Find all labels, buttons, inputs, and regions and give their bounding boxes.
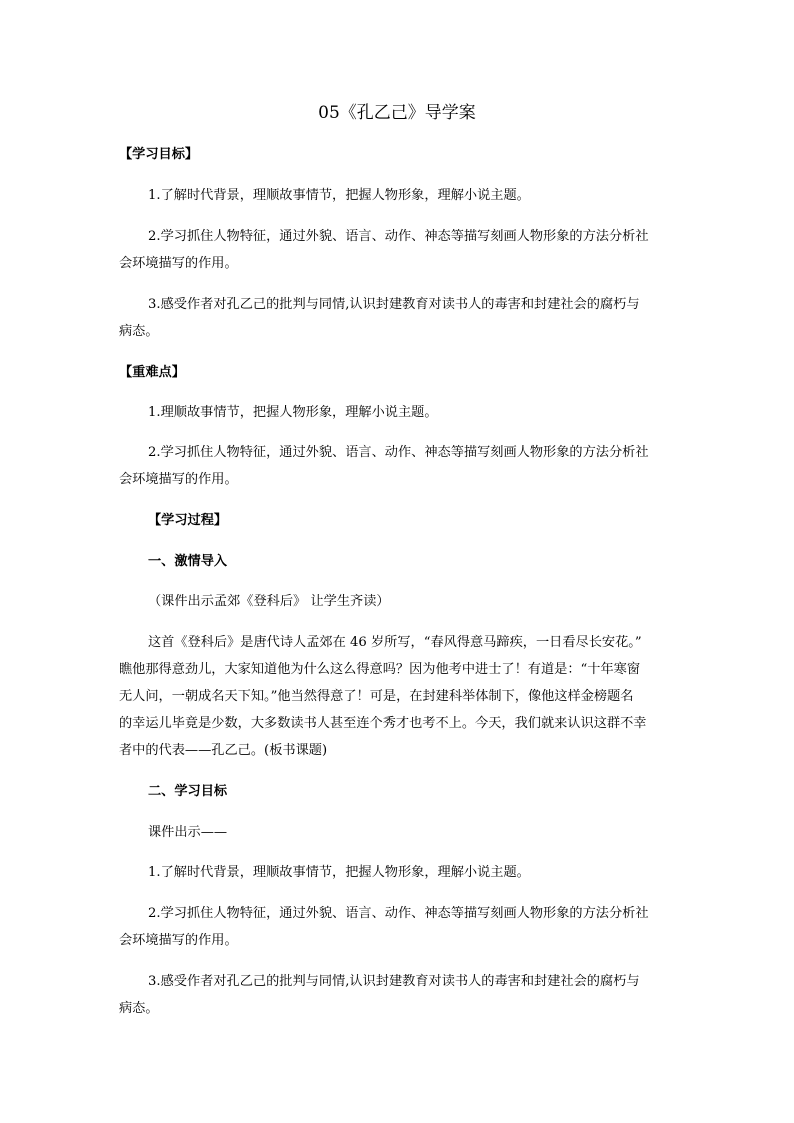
section-heading-objectives: 【学习目标】: [119, 147, 199, 162]
key-point-1: 1.理顺故事情节，把握人物形象，理解小说主题。: [148, 405, 438, 420]
goal-2-line-2: 会环境描写的作用。: [119, 933, 238, 948]
courseware-show: 课件出示——: [148, 825, 228, 840]
intro-paragraph-line-3: 无人问，一朝成名天下知。”他当然得意了！可是，在封建科举体制下，像他这样金榜题名: [119, 689, 634, 704]
objective-2-line-2: 会环境描写的作用。: [119, 256, 238, 271]
key-point-2-line-2: 会环境描写的作用。: [119, 472, 238, 487]
objective-1: 1.了解时代背景，理顺故事情节，把握人物形象，理解小说主题。: [148, 188, 530, 203]
document-title: 05《孔乙己》导学案: [318, 103, 476, 123]
subheading-intro: 一、激情导入: [148, 554, 228, 569]
intro-paragraph-line-1: 这首《登科后》是唐代诗人孟郊在 46 岁所写，“春风得意马蹄疾，一日看尽长安花。”: [148, 635, 642, 650]
key-point-2-line-1: 2.学习抓住人物特征，通过外貌、语言、动作、神态等描写刻画人物形象的方法分析社: [148, 445, 649, 460]
intro-paragraph-line-4: 的幸运儿毕竟是少数，大多数读书人甚至连个秀才也考不上。今天，我们就来认识这群不幸: [119, 716, 647, 731]
objective-3-line-1: 3.感受作者对孔乙己的批判与同情,认识封建教育对读书人的毒害和封建社会的腐朽与: [148, 297, 640, 312]
goal-2-line-1: 2.学习抓住人物特征，通过外貌、语言、动作、神态等描写刻画人物形象的方法分析社: [148, 906, 649, 921]
section-heading-key-points: 【重难点】: [119, 365, 185, 380]
objective-3-line-2: 病态。: [119, 324, 159, 339]
intro-paragraph-line-2: 瞧他那得意劲儿，大家知道他为什么这么得意吗？因为他考中进士了！有道是：“十年寒窗: [119, 662, 641, 677]
goal-3-line-1: 3.感受作者对孔乙己的批判与同情,认识封建教育对读书人的毒害和封建社会的腐朽与: [148, 974, 640, 989]
courseware-note: （课件出示孟郊《登科后》 让学生齐读）: [148, 594, 390, 609]
intro-paragraph-line-5: 者中的代表——孔乙己。(板书课题): [119, 743, 328, 758]
section-heading-process: 【学习过程】: [148, 513, 228, 528]
subheading-goals: 二、学习目标: [148, 784, 228, 799]
goal-1: 1.了解时代背景，理顺故事情节，把握人物形象，理解小说主题。: [148, 865, 530, 880]
objective-2-line-1: 2.学习抓住人物特征，通过外貌、语言、动作、神态等描写刻画人物形象的方法分析社: [148, 229, 649, 244]
goal-3-line-2: 病态。: [119, 1001, 159, 1016]
